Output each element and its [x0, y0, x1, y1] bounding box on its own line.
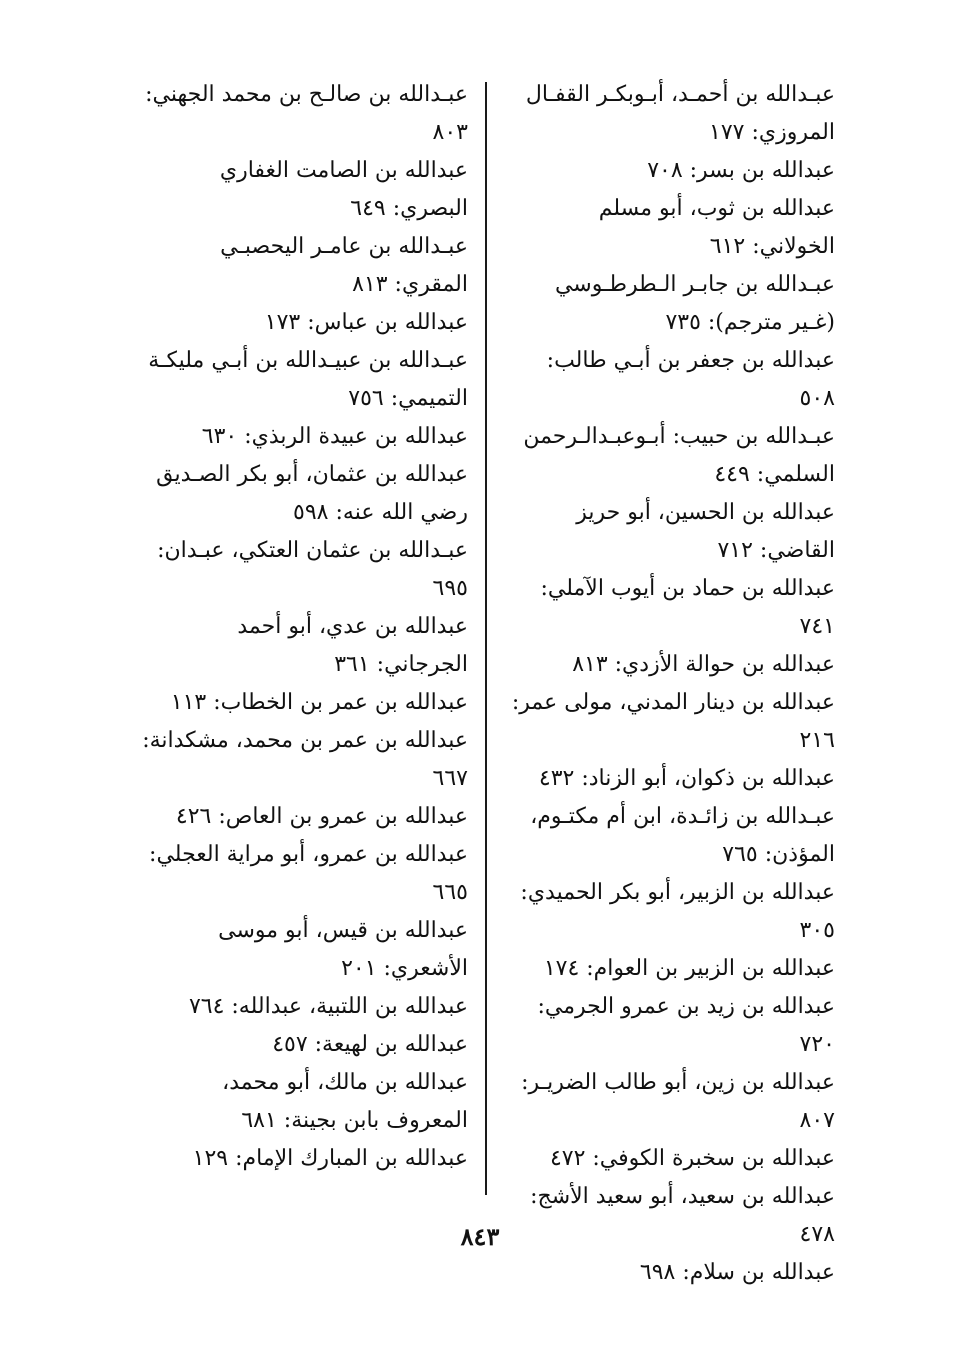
index-entry: عبدالله بن عبيدة الربذي: ٦٣٠ — [201, 424, 468, 449]
index-entry: عبدالله بن سعيد، أبو سعيد الأشج: ٤٧٨ — [530, 1184, 835, 1247]
index-entry: عبـدالله بن عامـر اليحصبـي المقري: ٨١٣ — [220, 234, 468, 297]
index-entry: عبدالله بن حوالة الأزدي: ٨١٣ — [572, 652, 835, 677]
index-entry: عبدالله بن زين، أبو طالب الضريـر: ٨٠٧ — [521, 1070, 835, 1133]
index-entry: عبـدالله بن عثمان العتكي، عبـدان: ٦٩٥ — [157, 538, 468, 601]
index-entry: عبدالله بن عمر بن محمد، مشكدانة: ٦٦٧ — [142, 728, 468, 791]
index-entry: عبدالله بن عباس: ١٧٣ — [264, 310, 468, 335]
index-entry: عبدالله بن اللتبية، عبدالله: ٧٦٤ — [188, 994, 468, 1019]
index-entry: عبدالله بن الحسين، أبو حريز القاضي: ٧١٢ — [576, 500, 835, 563]
index-entry: عبدالله بن لهيعة: ٤٥٧ — [272, 1032, 468, 1057]
index-entry: عبدالله بن الصامت الغفاري البصري: ٦٤٩ — [219, 158, 468, 221]
index-entry: عبدالله بن زيد بن عمرو الجرمي: ٧٢٠ — [537, 994, 835, 1057]
index-entry: عبدالله بن ثوب، أبو مسلم الخولاني: ٦١٢ — [598, 196, 835, 259]
index-entry: عبدالله بن الزبير بن العوام: ١٧٤ — [543, 956, 835, 981]
index-entry: عبـدالله بن حبيب: أبـوعبـدالـرحمن السلمي: ٤٤٩ — [523, 424, 835, 487]
index-entry: عبدالله بن حماد بن أيوب الآملي: ٧٤١ — [540, 576, 835, 639]
left-column — [140, 76, 468, 1178]
index-entry: عبـدالله بن زائـدة، ابن أم مكتـوم، المؤذن: ٧٦٥ — [530, 804, 835, 867]
index-entry: عبـدالله بن عبيـدالله بن أبـي مليكـة التميمي: ٧٥٦ — [148, 348, 468, 411]
index-entry: عبدالله بن قيس، أبو موسى الأشعري: ٢٠١ — [218, 918, 468, 981]
index-entry: عبدالله بن سخبرة الكوفي: ٤٧٢ — [549, 1146, 835, 1171]
index-entry: عبدالله بن مالك، أبو محمد، المعروف بابن بجينة: ٦٨١ — [222, 1070, 468, 1133]
index-entry: عبدالله بن المبارك الإمام: ١٢٩ — [192, 1146, 468, 1171]
column-divider — [485, 82, 487, 1195]
index-entry: عبدالله بن جعفر بن أبـي طالب: ٥٠٨ — [546, 348, 835, 411]
index-entry: عبدالله بن عمر بن الخطاب: ١١٣ — [170, 690, 468, 715]
page-number: ٨٤٣ — [460, 1222, 500, 1251]
index-entry: عبدالله بن دينار المدني، مولى عمر: ٢١٦ — [511, 690, 835, 753]
index-entry: عبدالله بن عمرو، أبو مراية العجلي: ٦٦٥ — [149, 842, 468, 905]
index-entry: عبدالله بن ذكوان، أبو الزناد: ٤٣٢ — [538, 766, 835, 791]
index-entry: عبدالله بن الزبير، أبو بكر الحميدي: ٣٠٥ — [520, 880, 835, 943]
index-entry: عبدالله بن عمرو بن العاص: ٤٢٦ — [175, 804, 468, 829]
index-entry: عبدالله بن عدي، أبو أحمد الجرجاني: ٣٦١ — [237, 614, 468, 677]
right-column — [510, 76, 835, 1292]
index-entry: عبدالله بن بسر: ٧٠٨ — [647, 158, 835, 183]
index-entry: عبدالله بن سلام: ٦٩٨ — [639, 1260, 835, 1285]
index-entry: عبدالله بن عثمان، أبو بكر الصـديق رضي الله عنه: ٥٩٨ — [156, 462, 468, 525]
index-entry: عبـدالله بن أحمـد، أبـوبكـر القفـال المروزي: ١٧٧ — [525, 82, 835, 145]
index-entry: عبـدالله بن صالـح بن محمد الجهني: ٨٠٣ — [145, 82, 468, 145]
index-entry: عبـدالله بن جابـر الـطرطـوسي (غـير مترجم): ٧٣٥ — [554, 272, 835, 335]
